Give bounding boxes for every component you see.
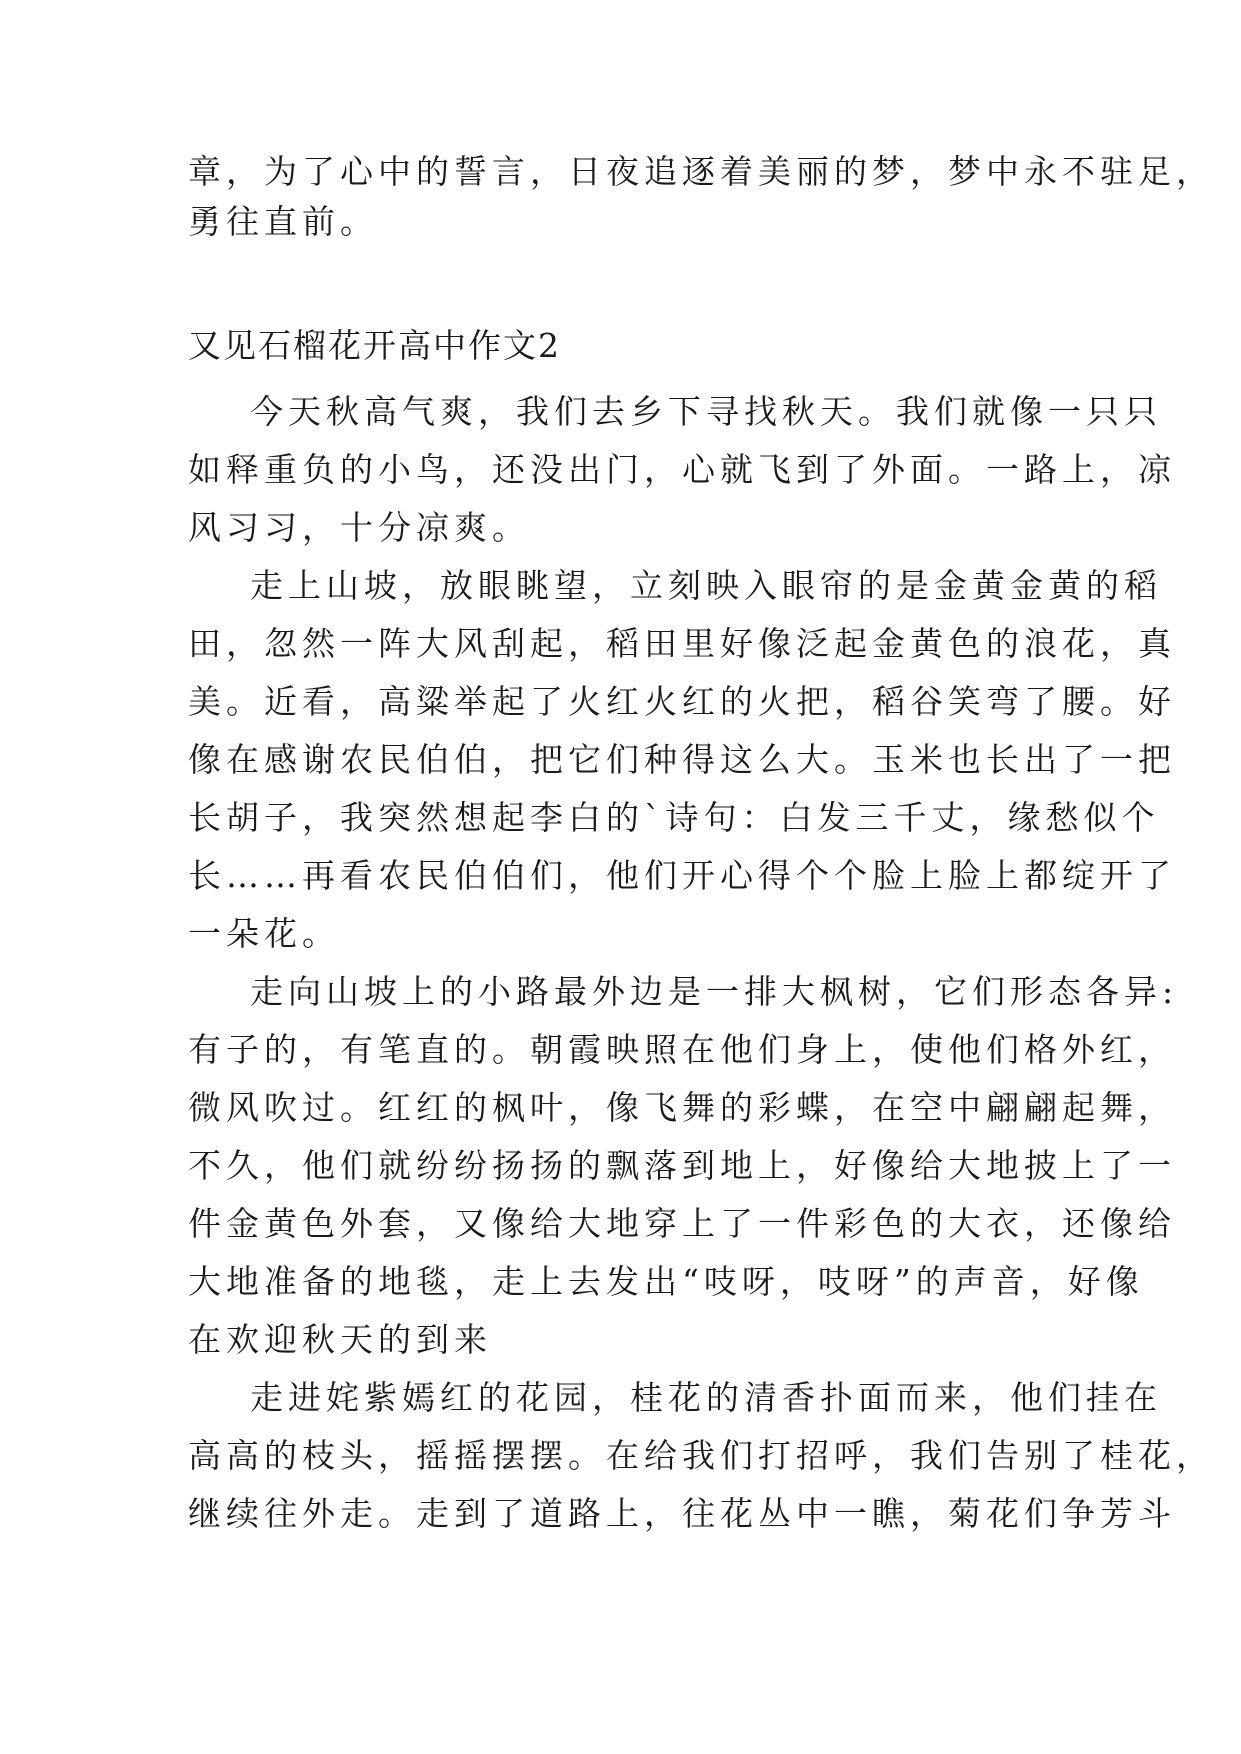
text-line: 美。近看，高粱举起了火红火红的火把，稻谷笑弯了腰。好 (188, 682, 1176, 721)
text-line: 件金黄色外套，又像给大地穿上了一件彩色的大衣，还像给 (188, 1204, 1176, 1243)
text-line: 如释重负的小鸟，还没出门，心就飞到了外面。一路上，凉 (188, 450, 1176, 489)
section-title: 又见石榴花开高中作文2 (188, 326, 561, 365)
text-line: 一朵花。 (188, 914, 340, 953)
text-line: 继续往外走。走到了道路上，往花丛中一瞧，菊花们争芳斗 (188, 1494, 1176, 1533)
text-line: 在欢迎秋天的到来 (188, 1320, 492, 1359)
paragraph-first-line: 走上山坡，放眼眺望，立刻映入眼帘的是金黄金黄的稻 (250, 566, 1162, 605)
text-line: 田，忽然一阵大风刮起，稻田里好像泛起金黄色的浪花，真 (188, 624, 1176, 663)
paragraph-first-line: 今天秋高气爽，我们去乡下寻找秋天。我们就像一只只 (250, 392, 1162, 431)
text-line: 勇往直前。 (188, 202, 378, 241)
text-line: 微风吹过。红红的枫叶，像飞舞的彩蝶，在空中翩翩起舞， (188, 1088, 1176, 1127)
text-line: 大地准备的地毯，走上去发出“吱呀，吱呀”的声音，好像 (188, 1262, 1144, 1301)
text-line: 长胡子，我突然想起李白的`诗句：白发三千丈，缘愁似个 (188, 798, 1160, 837)
text-line: 高高的枝头，摇摇摆摆。在给我们打招呼，我们告别了桂花， (188, 1436, 1214, 1475)
text-line: 不久，他们就纷纷扬扬的飘落到地上，好像给大地披上了一 (188, 1146, 1176, 1185)
text-line: 风习习，十分凉爽。 (188, 508, 530, 547)
text-line: 有子的，有笔直的。朝霞映照在他们身上，使他们格外红， (188, 1030, 1176, 1069)
text-line: 像在感谢农民伯伯，把它们种得这么大。玉米也长出了一把 (188, 740, 1176, 779)
paragraph-first-line: 走向山坡上的小路最外边是一排大枫树，它们形态各异: (250, 972, 1179, 1011)
text-line: 章，为了心中的誓言，日夜追逐着美丽的梦，梦中永不驻足， (188, 152, 1214, 191)
text-line: 长……再看农民伯伯们，他们开心得个个脸上脸上都绽开了 (188, 856, 1176, 895)
paragraph-first-line: 走进姹紫嫣红的花园，桂花的清香扑面而来，他们挂在 (250, 1378, 1162, 1417)
